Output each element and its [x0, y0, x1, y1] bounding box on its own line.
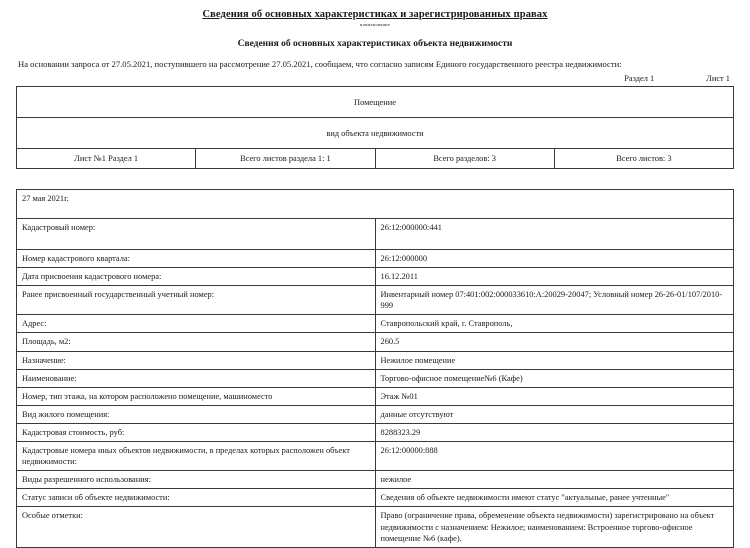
- row-value: Этаж №01: [375, 387, 734, 405]
- sheet-label: Лист 1: [706, 74, 730, 83]
- document-subtitle: Сведения об основных характеристиках объекта недвижимости: [237, 39, 513, 49]
- table-row: [17, 471, 734, 489]
- row-value: 26:12:000000:441: [375, 219, 734, 250]
- row-value: Сведения об объекте недвижимости имеют статус "актуальные, ранее учтенные": [375, 489, 734, 507]
- report-date: 27 мая 2021г.: [17, 190, 734, 219]
- row-label: Дата присвоения кадастрового номера:: [17, 268, 376, 286]
- row-label: Виды разрешенного использования:: [17, 471, 376, 489]
- row-label: Номер, тип этажа, на котором расположено помещение, машиноместо: [17, 387, 376, 405]
- total-sheets-cell: Всего листов: 3: [554, 149, 733, 169]
- row-value: Торгово-офисное помещение№6 (Кафе): [375, 369, 734, 387]
- row-value: нежилое: [375, 471, 734, 489]
- row-value: Ставропольский край, г. Ставрополь,: [375, 315, 734, 333]
- table-row: [17, 369, 734, 387]
- row-label: Статус записи об объекте недвижимости:: [17, 489, 376, 507]
- object-summary-table: [16, 86, 734, 169]
- sheet-section-cell: Лист №1 Раздел 1: [17, 149, 196, 169]
- row-label: Площадь, м2:: [17, 333, 376, 351]
- property-characteristics-table: [16, 189, 734, 548]
- table-row: [17, 250, 734, 268]
- section-label: Раздел 1: [624, 74, 655, 83]
- table-row: [17, 333, 734, 351]
- table-row: [17, 423, 734, 441]
- row-label: Наименование:: [17, 369, 376, 387]
- table-row: [17, 387, 734, 405]
- table-row: [17, 351, 734, 369]
- document-title-caption: наименование: [359, 22, 391, 27]
- table-row: [17, 405, 734, 423]
- document-title: Сведения об основных характеристиках и зарегистрированных правах: [202, 9, 548, 20]
- row-value: 8288323.29: [375, 423, 734, 441]
- row-value: данные отсутствуют: [375, 405, 734, 423]
- object-kind-caption: вид объекта недвижимости: [17, 118, 734, 149]
- row-value: 260.5: [375, 333, 734, 351]
- table-row: [17, 442, 734, 471]
- table-row: [17, 268, 734, 286]
- row-label: Кадастровая стоимость, руб:: [17, 423, 376, 441]
- row-value: Нежилое помещение: [375, 351, 734, 369]
- row-label: Кадастровый номер:: [17, 219, 376, 250]
- row-value: 26:12:000000: [375, 250, 734, 268]
- row-label: Номер кадастрового квартала:: [17, 250, 376, 268]
- table-row: [17, 489, 734, 507]
- table-row: [17, 87, 734, 118]
- table-row: [17, 315, 734, 333]
- row-label: Особые отметки:: [17, 507, 376, 547]
- row-label: Кадастровые номера иных объектов недвижимости, в пределах которых расположен объект недвижимости:: [17, 442, 376, 471]
- table-row-date: [17, 190, 734, 219]
- table-row: [17, 118, 734, 149]
- total-sections-cell: Всего разделов: 3: [375, 149, 554, 169]
- document-page: [0, 9, 750, 543]
- row-label: Вид жилого помещения:: [17, 405, 376, 423]
- table-row: [17, 149, 734, 169]
- row-value: 26:12:00000:888: [375, 442, 734, 471]
- object-kind-value: Помещение: [17, 87, 734, 118]
- table-row: [17, 507, 734, 547]
- row-label: Адрес:: [17, 315, 376, 333]
- section-sheet-line: [16, 74, 734, 83]
- row-label: Назначение:: [17, 351, 376, 369]
- total-sheets-section-cell: Всего листов раздела 1: 1: [196, 149, 375, 169]
- table-row: [17, 286, 734, 315]
- row-value: Инвентарный номер 07:401:002:000033610:А:20029-20047; Условный номер 26-26-01/107/2010-999: [375, 286, 734, 315]
- request-basis-paragraph: На основании запроса от 27.05.2021, поступившего на рассмотрение 27.05.2021, сообщаем, что согласно записям Единого государственного реестра недвижимости:: [18, 59, 622, 69]
- table-row: [17, 219, 734, 250]
- row-value: Право (ограничение права, обременение объекта недвижимости) зарегистрировано на объект недвижимости с назначением: Нежилое; наименованием: Встроенное торгово-офисное помещение №6 (кафе).: [375, 507, 734, 547]
- row-value: 16.12.2011: [375, 268, 734, 286]
- row-label: Ранее присвоенный государственный учетный номер:: [17, 286, 376, 315]
